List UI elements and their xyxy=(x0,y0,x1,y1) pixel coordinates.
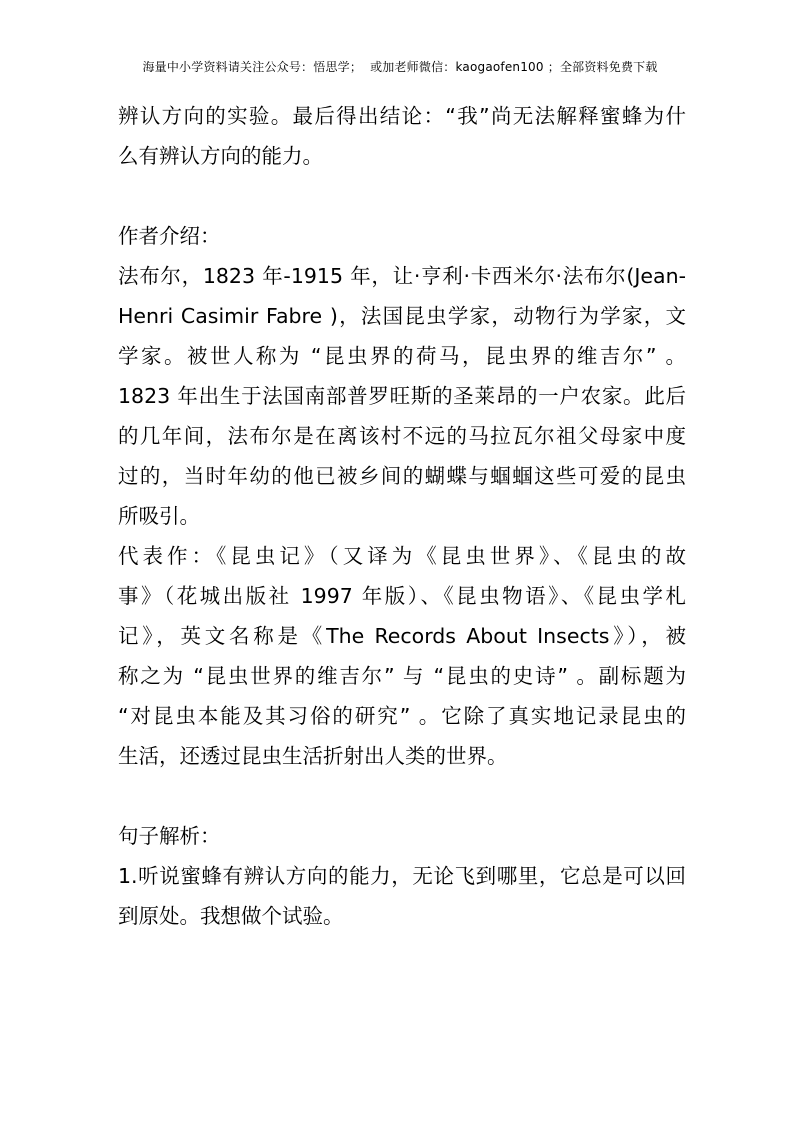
text-line: 辨认方向的实验。最后得出结论：“我”尚无法解释蜜蜂为什 xyxy=(118,104,686,128)
analysis-heading: 句子解析： xyxy=(118,824,221,848)
page-header: 海量中小学资料请关注公众号：悟思学； 或加老师微信：kaogaofen100 ；全部资料免费下载 xyxy=(142,60,658,74)
text-line: 么有辨认方向的能力。 xyxy=(118,144,323,168)
text-line: 1823 年出生于法国南部普罗旺斯的圣莱昂的一户农家。此后 xyxy=(118,384,686,408)
text-line: 学家。被世人称为 “昆虫界的荷马，昆虫界的维吉尔” 。 xyxy=(118,344,686,368)
text-line: “对昆虫本能及其习俗的研究” 。它除了真实地记录昆虫的 xyxy=(118,704,686,728)
text-line: 事》（花城出版社 1997 年版）、《昆虫物语》、《昆虫学札 xyxy=(118,584,686,608)
document-body xyxy=(118,96,686,936)
text-line: 记》，英文名称是《The Records About Insects》），被 xyxy=(118,624,686,648)
text-line: 代表作：《昆虫记》（又译为《昆虫世界》、《昆虫的故 xyxy=(118,544,686,568)
text-line: 过的，当时年幼的他已被乡间的蝴蝶与蝈蝈这些可爱的昆虫 xyxy=(118,464,686,488)
text-line: 所吸引。 xyxy=(118,504,200,528)
text-line: 到原处。我想做个试验。 xyxy=(118,904,344,928)
text-line: 生活，还透过昆虫生活折射出人类的世界。 xyxy=(118,744,508,768)
author-heading: 作者介绍： xyxy=(118,224,221,248)
text-line: Henri Casimir Fabre )，法国昆虫学家，动物行为学家，文 xyxy=(118,304,686,328)
text-line: 称之为 “昆虫世界的维吉尔” 与 “昆虫的史诗” 。副标题为 xyxy=(118,664,686,688)
text-line: 1.听说蜜蜂有辨认方向的能力，无论飞到哪里，它总是可以回 xyxy=(118,864,686,888)
paragraph-gap xyxy=(118,176,686,216)
text-line: 的几年间，法布尔是在离该村不远的马拉瓦尔祖父母家中度 xyxy=(118,424,686,448)
paragraph-gap xyxy=(118,776,686,816)
text-line: 法布尔，1823 年-1915 年，让·亨利·卡西米尔·法布尔(Jean- xyxy=(118,264,686,288)
